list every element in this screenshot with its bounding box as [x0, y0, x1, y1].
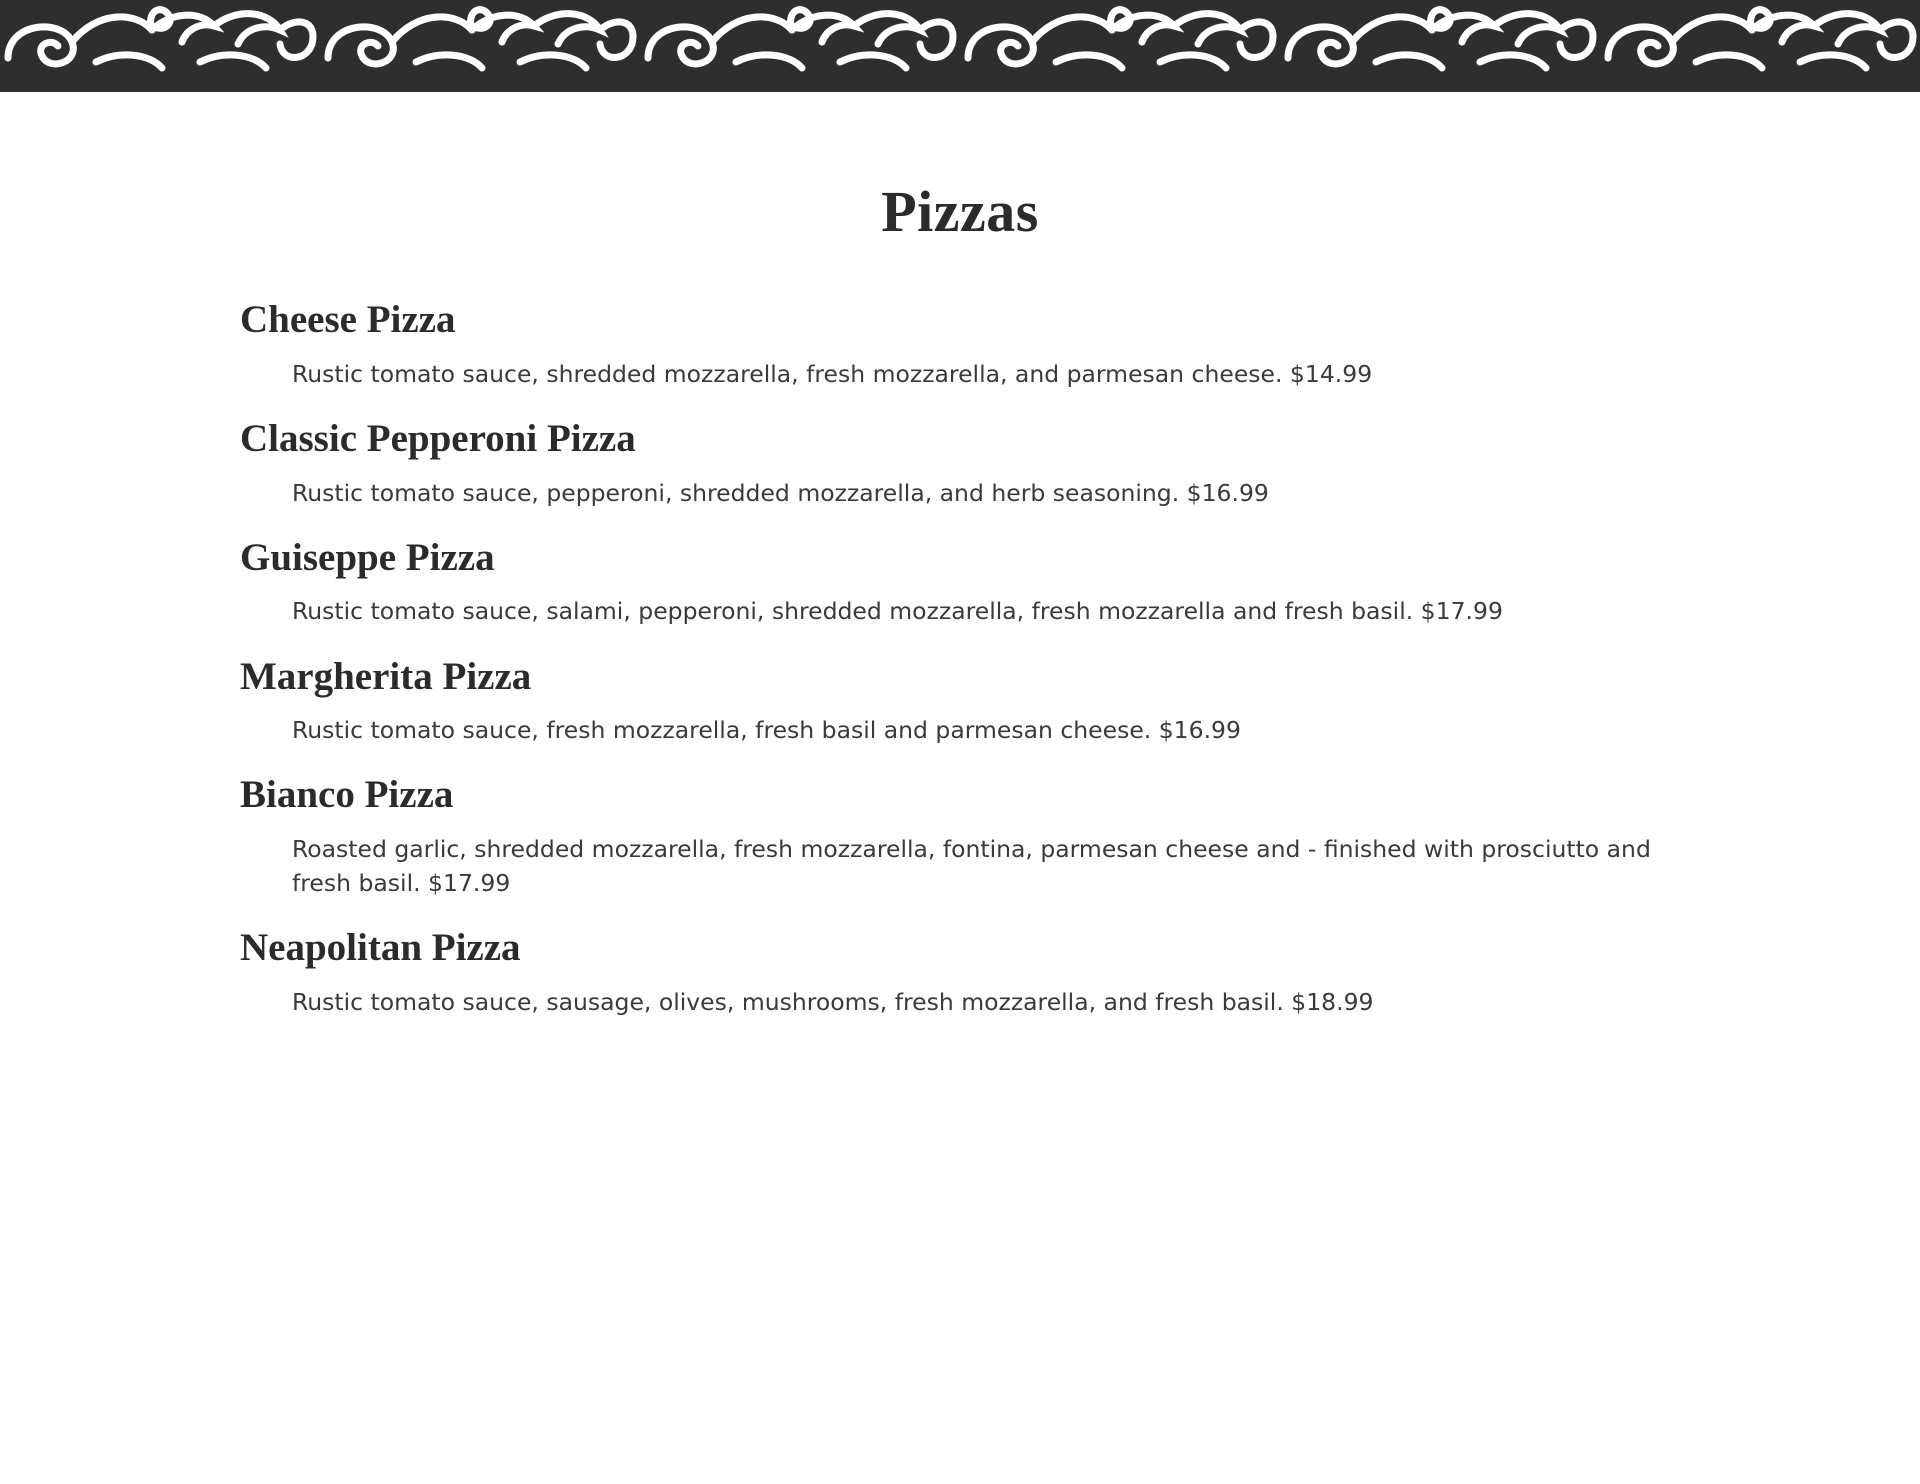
page-title: Pizzas [881, 179, 1039, 244]
menu-item-description: Rustic tomato sauce, fresh mozzarella, fresh basil and parmesan cheese. $16.99 [292, 716, 1241, 745]
menu-item-name: Classic Pepperoni Pizza [240, 416, 636, 460]
menu-item-list [240, 298, 1680, 1020]
menu-item [240, 655, 1680, 748]
menu-item-name: Neapolitan Pizza [240, 926, 521, 970]
menu-item [240, 298, 1680, 391]
menu-item [240, 536, 1680, 629]
menu-item-description: Roasted garlic, shredded mozzarella, fresh mozzarella, fontina, parmesan cheese and - finished with prosciutto and fresh basil. $17.99 [292, 835, 1651, 898]
menu-item-description: Rustic tomato sauce, sausage, olives, mushrooms, fresh mozzarella, and fresh basil. $18.99 [292, 988, 1374, 1017]
menu-item-description: Rustic tomato sauce, salami, pepperoni, shredded mozzarella, fresh mozzarella and fresh basil. $17.99 [292, 597, 1503, 626]
scroll-ornament-icon [0, 0, 1920, 92]
menu-item [240, 773, 1680, 900]
menu-item [240, 417, 1680, 510]
menu-item [240, 926, 1680, 1019]
menu-page [0, 180, 1920, 1019]
decorative-header-band [0, 0, 1920, 92]
menu-item-name: Margherita Pizza [240, 654, 532, 698]
menu-item-description: Rustic tomato sauce, shredded mozzarella, fresh mozzarella, and parmesan cheese. $14.99 [292, 359, 1373, 388]
menu-item-name: Guiseppe Pizza [240, 535, 495, 579]
menu-item-name: Cheese Pizza [240, 297, 456, 341]
menu-item-name: Bianco Pizza [240, 773, 454, 817]
menu-item-description: Rustic tomato sauce, pepperoni, shredded mozzarella, and herb seasoning. $16.99 [292, 478, 1269, 507]
